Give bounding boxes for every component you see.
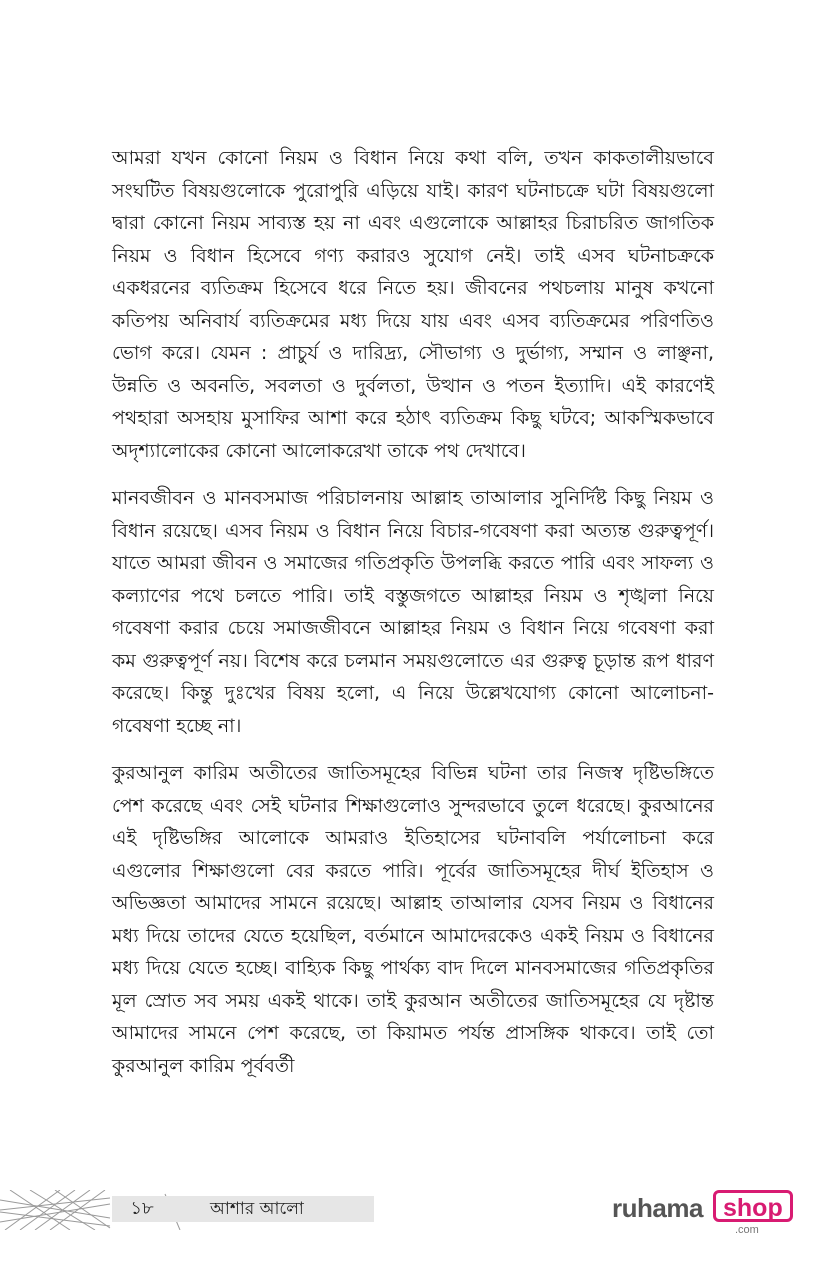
- page-number: ১৮: [130, 1198, 154, 1219]
- brand-shop-badge: shop: [713, 1190, 793, 1222]
- paragraph-2: মানবজীবন ও মানবসমাজ পরিচালনায় আল্লাহ তাআলার সুনির্দিষ্ট কিছু নিয়ম ও বিধান রয়েছে। এসব নিয়ম ও বিধান নিয়ে বিচার-গবেষণা করা অত্যন্ত গুরুত্বপূর্ণ। যাতে আমরা জীবন ও সমাজের গতিপ্রকৃতি উপলব্ধি করতে পারি এবং সাফল্য ও কল্যাণের পথে চলতে পারি। তাই বস্তুজগতে আল্লাহর নিয়ম ও শৃঙ্খলা নিয়ে গবেষণা করার চেয়ে সমাজজীবনে আল্লাহর নিয়ম ও বিধান নিয়ে গবেষণা করা কম গুরুত্বপূর্ণ নয়। বিশেষ করে চলমান সময়গুলোতে এর গুরুত্ব চূড়ান্ত রূপ ধারণ করেছে। কিন্তু দুঃখের বিষয় হলো, এ নিয়ে উল্লেখযোগ্য কোনো আলোচনা-গবেষণা হচ্ছে না।: [112, 487, 714, 737]
- page-footer: [0, 1190, 825, 1236]
- book-title: আশার আলো: [210, 1199, 304, 1219]
- paragraph-3: কুরআনুল কারিম অতীতের জাতিসমূহের বিভিন্ন ঘটনা তার নিজস্ব দৃষ্টিভঙ্গিতে পেশ করেছে এবং সেই ঘটনার শিক্ষাগুলোও সুন্দরভাবে তুলে ধরেছে। কুরআনের এই দৃষ্টিভঙ্গির আলোকে আমরাও ইতিহাসের ঘটনাবলি পর্যালোচনা করে এগুলোর শিক্ষাগুলো বের করতে পারি। পূর্বের জাতিসমূহের দীর্ঘ ইতিহাস ও অভিজ্ঞতা আমাদের সামনে রয়েছে। আল্লাহ তাআলার যেসব নিয়ম ও বিধানের মধ্য দিয়ে তাদের যেতে হয়েছিল, বর্তমানে আমাদেরকেও একই নিয়ম ও বিধানের মধ্য দিয়ে যেতে হচ্ছে। বাহ্যিক কিছু পার্থক্য বাদ দিলে মানবসমাজের গতিপ্রকৃতির মূল স্রোত সব সময় একই থাকে। তাই কুরআন অতীতের জাতিসমূহের যে দৃষ্টান্ত আমাদের সামনে পেশ করেছে, তা কিয়ামত পর্যন্ত প্রাসঙ্গিক থাকবে। তাই তো কুরআনুল কারিম পূর্ববর্তী: [112, 762, 714, 1077]
- paragraph-1: আমরা যখন কোনো নিয়ম ও বিধান নিয়ে কথা বলি, তখন কাকতালীয়ভাবে সংঘটিত বিষয়গুলোকে পুরোপুরি এড়িয়ে যাই। কারণ ঘটনাচক্রে ঘটা বিষয়গুলো দ্বারা কোনো নিয়ম সাব্যস্ত হয় না এবং এগুলোকে আল্লাহর চিরাচরিত জাগতিক নিয়ম ও বিধান হিসেবে গণ্য করারও সুযোগ নেই। তাই এসব ঘটনাচক্রকে একধরনের ব্যতিক্রম হিসেবে ধরে নিতে হয়। জীবনের পথচলায় মানুষ কখনো কতিপয় অনিবার্য ব্যতিক্রমের মধ্য দিয়ে যায় এবং এসব ব্যতিক্রমের পরিণতিও ভোগ করে। যেমন : প্রাচুর্য ও দারিদ্র্য, সৌভাগ্য ও দুর্ভাগ্য, সম্মান ও লাঞ্ছনা, উন্নতি ও অবনতি, সবলতা ও দুর্বলতা, উত্থান ও পতন ইত্যাদি। এই কারণেই পথহারা অসহায় মুসাফির আশা করে হঠাৎ ব্যতিক্রম কিছু ঘটবে; আকস্মিকভাবে অদৃশ্যালোকের কোনো আলোকরেখা তাকে পথ দেখাবে।: [112, 147, 714, 462]
- brand-name: ruhama: [612, 1193, 703, 1223]
- brand-domain: .com: [735, 1224, 759, 1236]
- page-body: [112, 142, 714, 1082]
